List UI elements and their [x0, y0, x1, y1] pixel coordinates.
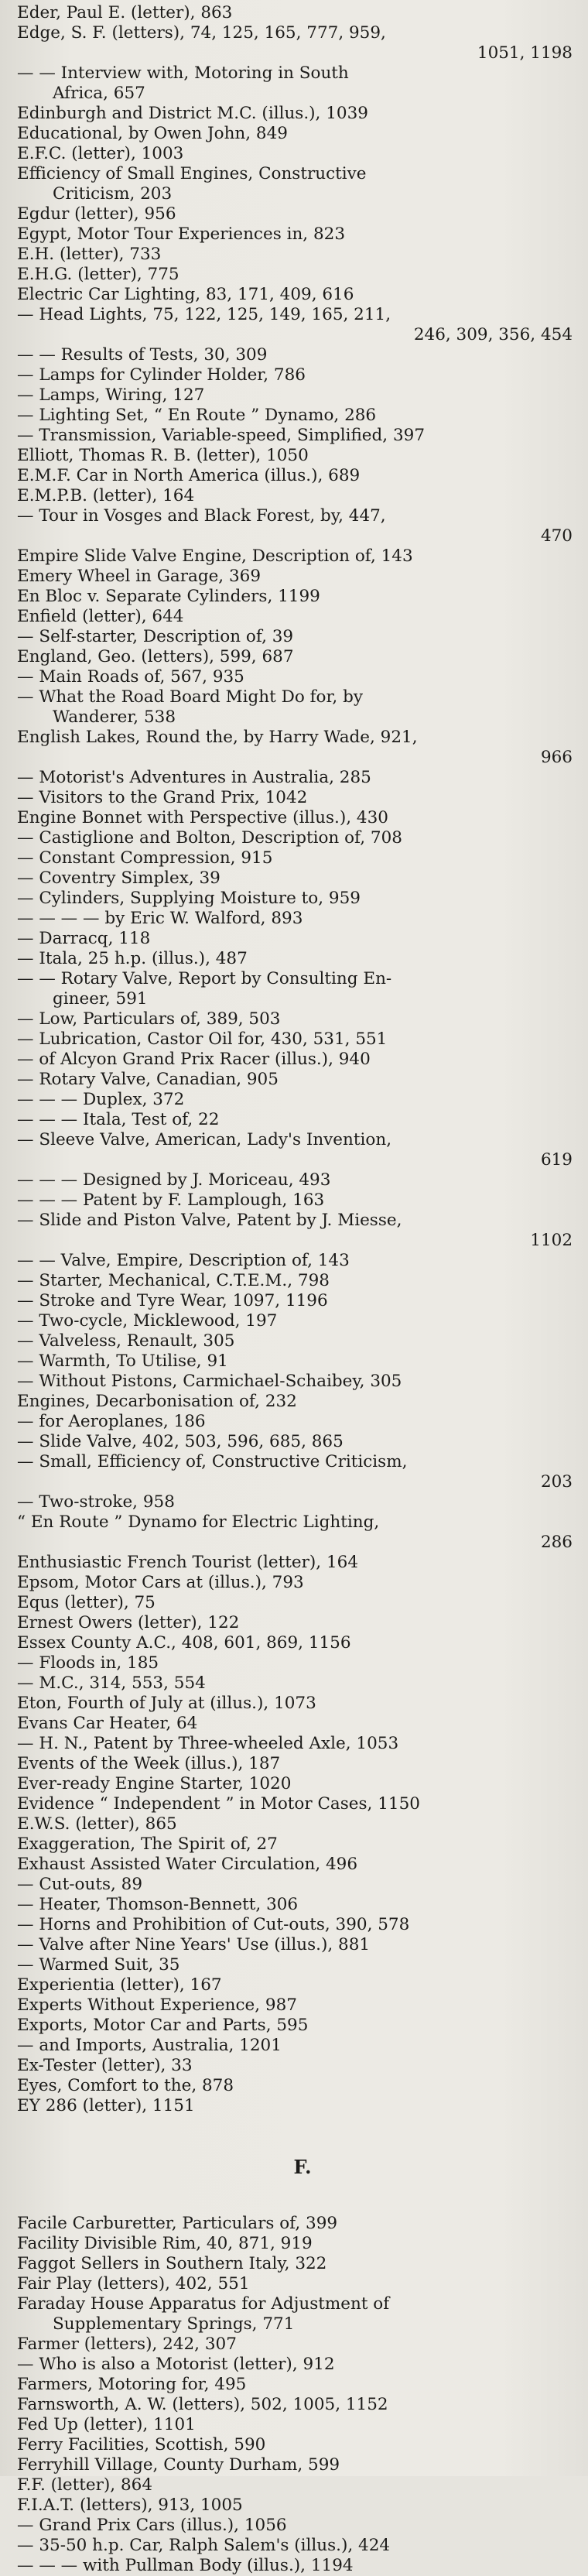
index-entry	[17, 2274, 573, 2294]
index-entry-line: Eyes, Comfort to the, 878	[17, 2076, 234, 2095]
index-entry	[17, 1211, 573, 1251]
index-entry-line: EY 286 (letter), 1151	[17, 2096, 195, 2115]
index-entry	[17, 204, 573, 224]
index-entry-line: — Grand Prix Cars (illus.), 1056	[17, 2516, 287, 2535]
index-entry-line: — Sleeve Valve, American, Lady's Invention,	[17, 1130, 392, 1149]
index-entry-line: “ En Route ” Dynamo for Electric Lighting,	[17, 1512, 380, 1532]
index-entry	[17, 406, 573, 426]
index-entry	[17, 1895, 573, 1915]
index-entry-line: Efficiency of Small Engines, Constructive	[17, 164, 367, 183]
index-entry-line: — Two-stroke, 958	[17, 1492, 175, 1512]
index-entry	[17, 1553, 573, 1573]
index-entry	[17, 2294, 573, 2334]
index-entry-line: 286	[540, 1533, 573, 1552]
index-entry	[17, 1070, 573, 1090]
index-entry	[17, 1814, 573, 1834]
index-entry	[17, 828, 573, 848]
index-entry	[17, 1794, 573, 1814]
index-entry	[17, 1754, 573, 1774]
index-entry-line: F.I.A.T. (letters), 913, 1005	[17, 2496, 243, 2515]
index-entry-line: Ferryhill Village, County Durham, 599	[17, 2455, 340, 2475]
index-entry-line: Exports, Motor Car and Parts, 595	[17, 2016, 309, 2035]
index-entry-line: 470	[540, 526, 573, 546]
index-entry-line: Facility Divisible Rim, 40, 871, 919	[17, 2234, 313, 2253]
index-entry-line: Africa, 657	[53, 84, 145, 103]
index-entry	[17, 2395, 573, 2415]
index-entry	[17, 1432, 573, 1452]
index-entry	[17, 1834, 573, 1855]
index-entry	[17, 1412, 573, 1432]
index-entry-line: En Bloc v. Separate Cylinders, 1199	[17, 587, 320, 606]
index-entry-line: E.H.G. (letter), 775	[17, 265, 179, 284]
index-entry-line: — — Valve, Empire, Description of, 143	[17, 1251, 350, 1270]
index-entry	[17, 63, 573, 104]
index-entry-line: — Transmission, Variable-speed, Simplified, 397	[17, 426, 426, 445]
index-entries	[17, 3, 573, 2576]
index-entry	[17, 1452, 573, 1492]
index-entry-line: Epsom, Motor Cars at (illus.), 793	[17, 1573, 304, 1592]
index-entry-line: — Coventry Simplex, 39	[17, 868, 220, 888]
index-entry-line: — Cut-outs, 89	[17, 1875, 143, 1894]
index-entry-line: — Head Lights, 75, 122, 125, 149, 165, 211,	[17, 305, 391, 324]
index-entry-line: — Low, Particulars of, 389, 503	[17, 1009, 281, 1029]
index-entry-line: Farnsworth, A. W. (letters), 502, 1005, 1152	[17, 2395, 388, 2414]
index-entry	[17, 2076, 573, 2096]
index-entry	[17, 2016, 573, 2036]
index-entry	[17, 1714, 573, 1734]
index-entry	[17, 305, 573, 345]
index-entry	[17, 1855, 573, 1875]
index-entry	[17, 929, 573, 949]
index-entry-line: — — Results of Tests, 30, 309	[17, 345, 268, 365]
index-entry	[17, 2334, 573, 2355]
index-entry-line: Egypt, Motor Tour Experiences in, 823	[17, 224, 345, 244]
index-entry-line: Faggot Sellers in Southern Italy, 322	[17, 2254, 327, 2273]
index-entry	[17, 1935, 573, 1955]
index-entry-line: Elliott, Thomas R. B. (letter), 1050	[17, 446, 309, 465]
index-entry-line: Enfield (letter), 644	[17, 607, 184, 626]
index-entry-line: Ex-Tester (letter), 33	[17, 2056, 193, 2075]
index-entry-line: — Motorist's Adventures in Australia, 285	[17, 768, 371, 787]
index-entry	[17, 2056, 573, 2076]
index-entry-line: — Starter, Mechanical, C.T.E.M., 798	[17, 1271, 330, 1290]
index-entry	[17, 1694, 573, 1714]
index-entry	[17, 1975, 573, 1995]
index-entry-line: — Warmth, To Utilise, 91	[17, 1351, 228, 1371]
index-entry-line: Emery Wheel in Garage, 369	[17, 567, 262, 586]
index-entry	[17, 2496, 573, 2516]
index-entry-line: England, Geo. (letters), 599, 687	[17, 647, 294, 666]
index-entry-line: — — — — by Eric W. Walford, 893	[17, 909, 303, 928]
index-entry-line: — Without Pistons, Carmichael-Schaibey, 305	[17, 1372, 402, 1391]
index-entry-line: — Lamps for Cylinder Holder, 786	[17, 365, 306, 385]
index-entry-line: Experientia (letter), 167	[17, 1975, 222, 1995]
index-entry-line: Facile Carburetter, Particulars of, 399	[17, 2214, 338, 2233]
index-entry	[17, 104, 573, 124]
index-entry	[17, 546, 573, 567]
index-entry-line: Evans Car Heater, 64	[17, 1714, 198, 1733]
index-entry-line: F.F. (letter), 864	[17, 2475, 153, 2495]
index-entry	[17, 2375, 573, 2395]
index-entry	[17, 2036, 573, 2056]
index-entry	[17, 1512, 573, 1553]
index-entry-line: Edge, S. F. (letters), 74, 125, 165, 777, 959,	[17, 23, 386, 43]
index-entry	[17, 1995, 573, 2016]
index-entry	[17, 144, 573, 164]
index-entry	[17, 909, 573, 929]
index-entry	[17, 1170, 573, 1190]
index-entry-line: E.W.S. (letter), 865	[17, 1814, 177, 1834]
index-entry-line: Events of the Week (illus.), 187	[17, 1754, 281, 1773]
section-gap	[17, 2183, 573, 2214]
index-entry-line: — Castiglione and Bolton, Description of, 708	[17, 828, 402, 848]
index-entry	[17, 607, 573, 627]
index-entry-line: — for Aeroplanes, 186	[17, 1412, 206, 1431]
index-entry	[17, 667, 573, 687]
index-entry	[17, 1392, 573, 1412]
index-entry	[17, 345, 573, 365]
index-entry	[17, 2455, 573, 2475]
index-entry-line: E.H. (letter), 733	[17, 245, 162, 264]
index-entry-line: Exaggeration, The Spirit of, 27	[17, 1834, 278, 1854]
index-entry	[17, 1271, 573, 1291]
index-entry	[17, 848, 573, 868]
index-entry-line: Egdur (letter), 956	[17, 204, 176, 224]
index-entry	[17, 1673, 573, 1694]
index-entry	[17, 1492, 573, 1512]
index-entry	[17, 2214, 573, 2234]
index-entry-line: — Horns and Prohibition of Cut-outs, 390, 578	[17, 1915, 410, 1934]
index-entry-line: Engines, Decarbonisation of, 232	[17, 1392, 297, 1411]
index-entry-line: Empire Slide Valve Engine, Description of, 143	[17, 546, 413, 566]
index-entry-line: Educational, by Owen John, 849	[17, 124, 288, 143]
index-entry	[17, 868, 573, 889]
index-entry	[17, 23, 573, 63]
index-entry-line: — — — Designed by J. Moriceau, 493	[17, 1170, 331, 1190]
index-entry	[17, 506, 573, 546]
index-entry-line: Farmers, Motoring for, 495	[17, 2375, 247, 2394]
index-entry	[17, 1593, 573, 1613]
index-entry-line: Farmer (letters), 242, 307	[17, 2334, 237, 2354]
index-entry	[17, 768, 573, 788]
index-entry	[17, 627, 573, 647]
index-entry-line: Equs (letter), 75	[17, 1593, 156, 1612]
index-entry	[17, 285, 573, 305]
index-entry-line: — Floods in, 185	[17, 1653, 159, 1673]
index-entry-line: — of Alcyon Grand Prix Racer (illus.), 940	[17, 1050, 371, 1069]
index-entry-line: — Tour in Vosges and Black Forest, by, 447,	[17, 506, 386, 526]
index-entry	[17, 647, 573, 667]
index-entry	[17, 1009, 573, 1029]
index-entry	[17, 486, 573, 506]
index-entry-line: gineer, 591	[53, 989, 148, 1009]
index-entry	[17, 2475, 573, 2496]
index-entry	[17, 446, 573, 466]
index-entry	[17, 1050, 573, 1070]
index-entry	[17, 1029, 573, 1050]
index-entry	[17, 2516, 573, 2536]
index-entry-line: Experts Without Experience, 987	[17, 1995, 297, 2015]
index-entry	[17, 2435, 573, 2455]
index-entry-line: — — — Duplex, 372	[17, 1090, 185, 1109]
index-entry-line: Essex County A.C., 408, 601, 869, 1156	[17, 1633, 351, 1653]
index-entry-line: — — — with Pullman Body (illus.), 1194	[17, 2556, 354, 2575]
index-entry-line: — Lamps, Wiring, 127	[17, 385, 205, 405]
index-entry-line: — — Interview with, Motoring in South	[17, 63, 349, 83]
index-entry-line: Eton, Fourth of July at (illus.), 1073	[17, 1694, 316, 1713]
index-entry	[17, 124, 573, 144]
index-entry	[17, 265, 573, 285]
index-entry-line: — Constant Compression, 915	[17, 848, 273, 868]
index-entry	[17, 426, 573, 446]
index-entry-line: E.M.F. Car in North America (illus.), 689	[17, 466, 361, 485]
index-entry-line: Edinburgh and District M.C. (illus.), 1039	[17, 104, 368, 123]
index-entry-line: Ernest Owers (letter), 122	[17, 1613, 240, 1632]
index-entry	[17, 1251, 573, 1271]
index-entry	[17, 1130, 573, 1170]
index-entry	[17, 245, 573, 265]
index-entry	[17, 1351, 573, 1372]
index-entry-line: — Heater, Thomson-Bennett, 306	[17, 1895, 299, 1914]
index-entry-line: — Itala, 25 h.p. (illus.), 487	[17, 949, 248, 968]
index-entry-line: — Two-cycle, Micklewood, 197	[17, 1311, 278, 1331]
index-entry-line: — Cylinders, Supplying Moisture to, 959	[17, 889, 361, 908]
index-entry	[17, 466, 573, 486]
index-entry	[17, 1573, 573, 1593]
index-entry	[17, 808, 573, 828]
index-entry	[17, 1734, 573, 1754]
index-entry	[17, 1090, 573, 1110]
index-entry-line: — — Rotary Valve, Report by Consulting En-	[17, 969, 392, 988]
index-entry	[17, 2415, 573, 2435]
section-heading-f: F.	[293, 2156, 312, 2178]
index-entry	[17, 567, 573, 587]
index-entry-line: Exhaust Assisted Water Circulation, 496	[17, 1855, 358, 1874]
index-entry-line: E.M.P.B. (letter), 164	[17, 486, 195, 505]
index-entry-line: — and Imports, Australia, 1201	[17, 2036, 282, 2055]
index-entry	[17, 728, 573, 768]
index-entry-line: — Lighting Set, “ En Route ” Dynamo, 286	[17, 406, 377, 425]
index-entry-line: — 35-50 h.p. Car, Ralph Salem's (illus.), 424	[17, 2536, 391, 2555]
index-entry-line: Faraday House Apparatus for Adjustment of	[17, 2294, 390, 2314]
index-entry-line: Engine Bonnet with Perspective (illus.), 430	[17, 808, 388, 827]
index-entry	[17, 2536, 573, 2556]
index-entry-line: — Slide Valve, 402, 503, 596, 685, 865	[17, 1432, 344, 1451]
index-entry	[17, 788, 573, 808]
index-entry-line: Evidence “ Independent ” in Motor Cases, 1150	[17, 1794, 420, 1814]
index-entry	[17, 1915, 573, 1935]
index-entry-line: — M.C., 314, 553, 554	[17, 1673, 206, 1693]
index-entry	[17, 1774, 573, 1794]
index-entry-line: Fed Up (letter), 1101	[17, 2415, 196, 2434]
index-entry-line: — What the Road Board Might Do for, by	[17, 687, 363, 707]
index-entry	[17, 385, 573, 406]
index-entry-line: — Who is also a Motorist (letter), 912	[17, 2355, 335, 2374]
index-entry	[17, 969, 573, 1009]
index-entry-line: — Valve after Nine Years' Use (illus.), 881	[17, 1935, 371, 1954]
index-entry	[17, 2254, 573, 2274]
index-entry-line: — Small, Efficiency of, Constructive Criticism,	[17, 1452, 408, 1471]
index-entry-line: Criticism, 203	[53, 184, 173, 204]
index-entry	[17, 164, 573, 204]
section-gap	[17, 2116, 573, 2152]
index-entry-line: — Visitors to the Grand Prix, 1042	[17, 788, 308, 807]
index-entry-line: Wanderer, 538	[53, 707, 176, 727]
index-entry-line: — Warmed Suit, 35	[17, 1955, 180, 1975]
index-entry	[17, 2355, 573, 2375]
index-entry	[17, 224, 573, 245]
index-entry-line: — Lubrication, Castor Oil for, 430, 531, 551	[17, 1029, 388, 1049]
index-entry	[17, 889, 573, 909]
index-entry-line: 619	[540, 1150, 573, 1170]
index-entry-line: 1102	[530, 1231, 573, 1250]
index-entry	[17, 365, 573, 385]
index-entry	[17, 1110, 573, 1130]
index-entry	[17, 687, 573, 728]
index-entry-line: — H. N., Patent by Three-wheeled Axle, 1053	[17, 1734, 399, 1753]
index-entry-line: — Stroke and Tyre Wear, 1097, 1196	[17, 1291, 328, 1310]
index-entry-line: 1051, 1198	[477, 43, 573, 63]
index-entry-line: — Valveless, Renault, 305	[17, 1331, 235, 1351]
index-entry-line: — — — Patent by F. Lamplough, 163	[17, 1190, 325, 1210]
index-entry-line: — Slide and Piston Valve, Patent by J. Miesse,	[17, 1211, 402, 1230]
index-entry-line: Eder, Paul E. (letter), 863	[17, 3, 233, 22]
index-entry	[17, 1613, 573, 1633]
index-entry-line: Ferry Facilities, Scottish, 590	[17, 2435, 266, 2454]
index-entry	[17, 949, 573, 969]
index-entry-line: Fair Play (letters), 402, 551	[17, 2274, 250, 2293]
index-entry-line: — Main Roads of, 567, 935	[17, 667, 244, 687]
index-entry	[17, 2234, 573, 2254]
index-entry	[17, 2556, 573, 2576]
index-entry-line: E.F.C. (letter), 1003	[17, 144, 184, 163]
index-entry	[17, 1653, 573, 1673]
index-entry-line: Ever-ready Engine Starter, 1020	[17, 1774, 292, 1793]
index-entry	[17, 587, 573, 607]
index-entry	[17, 1331, 573, 1351]
index-entry	[17, 1311, 573, 1331]
index-entry	[17, 1633, 573, 1653]
index-entry-line: 966	[540, 748, 573, 767]
index-entry-line: English Lakes, Round the, by Harry Wade, 921,	[17, 728, 418, 747]
index-entry-line: Supplementary Springs, 771	[53, 2314, 295, 2334]
index-entry-line: — Self-starter, Description of, 39	[17, 627, 294, 646]
index-entry-line: — — — Itala, Test of, 22	[17, 1110, 220, 1129]
index-entry	[17, 3, 573, 23]
index-entry	[17, 1291, 573, 1311]
index-entry-line: 203	[540, 1472, 573, 1492]
index-entry-line: — Darracq, 118	[17, 929, 151, 948]
index-entry	[17, 1190, 573, 1211]
index-entry-line: Electric Car Lighting, 83, 171, 409, 616	[17, 285, 354, 304]
index-entry-line: Enthusiastic French Tourist (letter), 164	[17, 1553, 359, 1572]
index-entry	[17, 1875, 573, 1895]
index-entry-line: — Rotary Valve, Canadian, 905	[17, 1070, 279, 1089]
index-entry-line: 246, 309, 356, 454	[413, 325, 573, 344]
index-entry	[17, 1955, 573, 1975]
index-entry	[17, 2096, 573, 2116]
index-entry	[17, 1372, 573, 1392]
